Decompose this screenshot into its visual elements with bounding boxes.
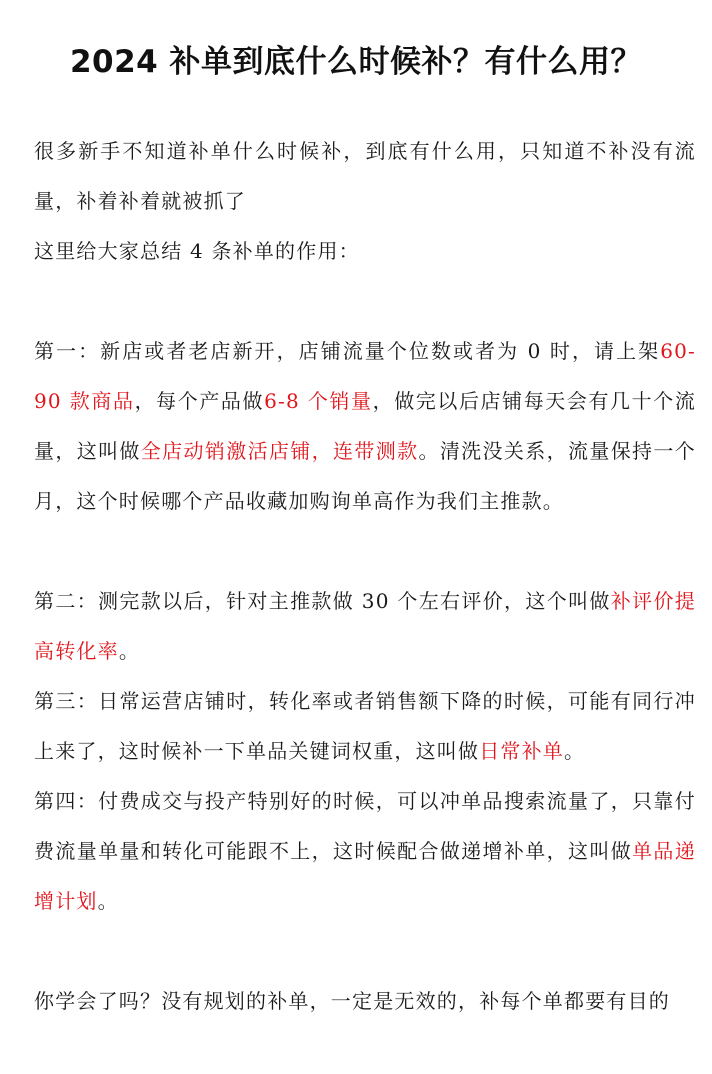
point-three-paragraph <box>34 676 696 776</box>
point-four <box>34 776 696 926</box>
point-one-text-3: ，做完以后店铺每天会有几十个流量，这叫做 <box>34 389 697 463</box>
page-title: 2024 补单到底什么时候补？有什么用？ <box>69 44 643 80</box>
point-two <box>34 576 696 676</box>
point-one-highlight-product-count: 60-90 款商品 <box>34 339 696 413</box>
point-four-highlight: 单品递增计划 <box>34 839 696 913</box>
intro-summary: 这里给大家总结 4 条补单的作用： <box>34 239 360 263</box>
point-one-highlight-sales: 6-8 个销量 <box>264 389 373 413</box>
point-one-text: 第一：新店或者老店新开，店铺流量个位数或者为 0 时，请上架 <box>34 339 661 363</box>
point-four-paragraph <box>34 776 696 926</box>
closing-paragraph: 你学会了吗？没有规划的补单，一定是无效的，补每个单都要有目的 <box>34 989 670 1013</box>
point-three-end: 。 <box>564 739 586 763</box>
point-two-paragraph <box>34 576 696 676</box>
intro-section <box>34 126 696 276</box>
point-one-highlight-activation: 全店动销激活店铺，连带测款 <box>140 439 419 463</box>
point-two-text: 第二：测完款以后，针对主推款做 30 个左右评价，这个叫做 <box>34 589 611 613</box>
point-one-paragraph <box>34 326 696 526</box>
point-three <box>34 676 696 776</box>
point-four-end: 。 <box>97 889 119 913</box>
point-three-highlight: 日常补单 <box>479 739 565 763</box>
point-one-text-2: ，每个产品做 <box>134 389 265 413</box>
point-two-end: 。 <box>118 639 141 663</box>
point-three-text: 第三：日常运营店铺时，转化率或者销售额下降的时候，可能有同行冲上来了，这时候补一下单品关键词权重，这叫做 <box>34 689 696 763</box>
intro-paragraph: 很多新手不知道补单什么时候补，到底有什么用，只知道不补没有流量，补着补着就被抓了 <box>34 139 696 213</box>
point-two-highlight: 补评价提高转化率 <box>34 589 696 663</box>
point-one <box>34 326 696 526</box>
point-four-text: 第四：付费成交与投产特别好的时候，可以冲单品搜索流量了，只靠付费流量单量和转化可能跟不上，这时候配合做递增补单，这叫做 <box>34 789 696 863</box>
point-one-text-4: 。清洗没关系，流量保持一个月，这个时候哪个产品收藏加购询单高作为我们主推款。 <box>34 439 696 513</box>
closing-section <box>34 976 696 1026</box>
